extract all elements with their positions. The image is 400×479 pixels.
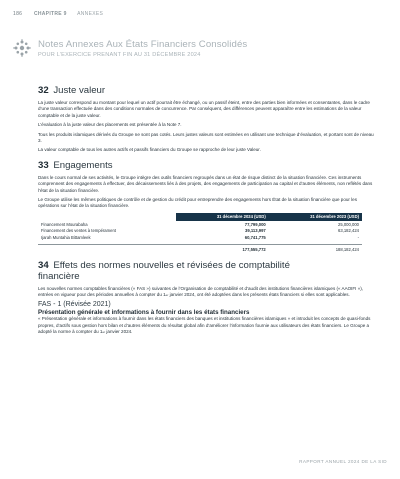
paragraph: « Présentation générale et informations à fournir dans les états financiers des banques et institutions financières islamiques » et introduit les concepts de quasi-fonds propres, d’actifs sous gestion hors bilan et d’autres éléments du résultat global afin d’améliorer l’information fournie aux utilisateurs des états financiers. Le Groupe a adopté la norme à compter du 1er janvier 2024.	[38, 316, 371, 335]
row-label: Ijarah Muntahia Bittamleek	[41, 234, 91, 240]
row-label: Financement Mourabaha	[41, 221, 88, 227]
page-number: 186	[13, 11, 23, 17]
fas-title: FAS - 1 (Révisée 2021)	[38, 301, 111, 309]
total-2023: 188,182,424	[269, 245, 362, 254]
table-row	[38, 234, 362, 241]
paragraph: L’évaluation à la juste valeur des placements est présentée à la Note 7.	[38, 122, 182, 128]
table-header-row	[38, 213, 362, 221]
table-header-2023: 31 décembre 2023 (USD)	[269, 213, 362, 221]
table-row	[38, 221, 362, 228]
page-subtitle: POUR L’EXERCICE PRENANT FIN AU 31 DÉCEMBRE 2024	[38, 52, 201, 58]
section-heading-34	[38, 260, 376, 282]
value-2024: 60,741,775	[244, 234, 266, 240]
section-title: Engagements	[53, 159, 113, 171]
running-header	[13, 11, 103, 17]
total-label	[38, 245, 176, 254]
section-label: ANNEXES	[77, 11, 104, 17]
paragraph: La valeur comptable de tous les autres actifs et passifs financiers du Groupe se rapproche de leur juste Valeur.	[38, 147, 261, 153]
row-label: Financement des ventes à tempérament	[41, 228, 116, 234]
value-2024: 39,113,997	[245, 228, 266, 234]
table-header-label	[38, 213, 176, 221]
total-2024: 177,555,772	[176, 245, 269, 254]
isdb-logo-icon	[13, 39, 31, 57]
table-total-row	[38, 245, 362, 254]
section-number: 33	[38, 159, 49, 171]
paragraph: Dans le cours normal de ses activités, le Groupe intègre des outils financiers regroupés dans un état de risque distinct de la situation financière. Ces instruments comprennent des engagements à effectuer, des décaissements liés à des projets, des engagements de participation au capital et d’autres éléments, non reflétés dans l’état de la situation financière.	[38, 174, 373, 193]
section-title: Effets des normes nouvelles et révisées de comptabilité	[53, 259, 290, 271]
paragraph: La juste valeur correspond au montant pour lequel un actif pourrait être échangé, ou un passif éteint, entre des parties bien informées et consentantes, dans le cadre d’une transaction effectuée dans des conditions normales de concurrence. Par conséquent, des différences peuvent apparaître entre les estimations de la valeur comptable et de la juste valeur.	[38, 100, 370, 118]
table-row	[38, 227, 362, 234]
fas-subtitle: Présentation générale et informations à fournir dans les états financiers	[38, 309, 250, 317]
paragraph: Tous les produits islamiques dérivés du Groupe ne sont pas cotés. Leurs justes valeurs sont estimées en utilisant une technique d’évaluation, et portant sont de niveau 3.	[38, 131, 374, 144]
paragraph: Le Groupe utilise les mêmes politiques de contrôle et de gestion du crédit pour entreprendre des engagements hors État de la situation financière que pour les opérations sur l’état de la situation financière.	[38, 197, 357, 209]
section-heading-32	[38, 85, 376, 96]
value-2023: 25,000,000	[338, 221, 359, 227]
chapter-label: CHAPITRE 9	[33, 11, 67, 17]
page-title: Notes Annexes Aux États Financiers Consolidés	[38, 39, 248, 50]
commitments-table	[38, 213, 362, 254]
section-title-line2: financière	[38, 270, 80, 282]
section-number: 32	[38, 85, 49, 96]
page-footer: RAPPORT ANNUEL 2024 DE LA SID	[299, 459, 387, 464]
table-header-2024: 31 décembre 2024 (USD)	[176, 213, 269, 221]
section-title: Juste valeur	[53, 85, 106, 96]
value-2023: -	[357, 234, 359, 240]
value-2023: 63,182,424	[338, 228, 359, 234]
value-2024: 77,799,000	[244, 221, 266, 227]
section-number: 34	[38, 259, 49, 271]
paragraph: Les nouvelles normes comptables financières (« FAS ») suivantes de l’Organisation de comptabilité et d’audit des institutions financières islamiques (« AAOIFI »), entrées en vigueur pour des périodes annuelles à compter du 1er janvier 2024, ont été adoptées dans les présents états financiers si elles sont applicables.	[38, 285, 364, 298]
page-content	[38, 85, 376, 336]
section-heading-33	[38, 160, 376, 171]
